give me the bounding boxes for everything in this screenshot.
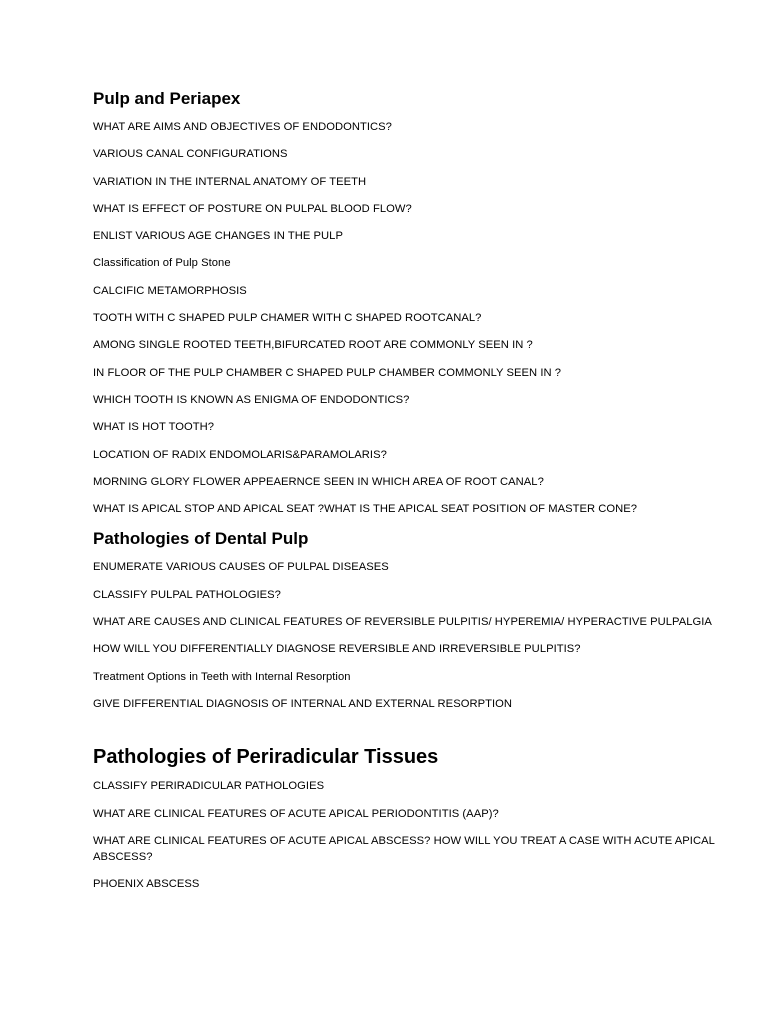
question-item: VARIATION IN THE INTERNAL ANATOMY OF TEETH bbox=[93, 175, 367, 188]
section-heading-pathologies-of-periradicular-tissues: Pathologies of Periradicular Tissues bbox=[93, 746, 439, 769]
question-item: IN FLOOR OF THE PULP CHAMBER C SHAPED PULP CHAMBER COMMONLY SEEN IN ? bbox=[93, 366, 562, 379]
question-item: HOW WILL YOU DIFFERENTIALLY DIAGNOSE REVERSIBLE AND IRREVERSIBLE PULPITIS? bbox=[93, 643, 581, 656]
question-item: TOOTH WITH C SHAPED PULP CHAMER WITH C SHAPED ROOTCANAL? bbox=[93, 312, 482, 325]
question-item: ENLIST VARIOUS AGE CHANGES IN THE PULP bbox=[93, 230, 343, 243]
question-item: WHAT IS APICAL STOP AND APICAL SEAT ?WHAT IS THE APICAL SEAT POSITION OF MASTER CONE? bbox=[93, 503, 638, 516]
question-item: Classification of Pulp Stone bbox=[93, 257, 231, 270]
question-item: AMONG SINGLE ROOTED TEETH,BIFURCATED ROOT ARE COMMONLY SEEN IN ? bbox=[93, 339, 533, 352]
question-item: WHICH TOOTH IS KNOWN AS ENIGMA OF ENDODONTICS? bbox=[93, 393, 410, 406]
question-item: WHAT IS EFFECT OF POSTURE ON PULPAL BLOOD FLOW? bbox=[93, 202, 412, 215]
question-item: WHAT ARE CLINICAL FEATURES OF ACUTE APICAL ABSCESS? HOW WILL YOU TREAT A CASE WITH ACUTE APICAL ABSCESS? bbox=[93, 834, 715, 863]
section-heading-pathologies-of-dental-pulp: Pathologies of Dental Pulp bbox=[93, 529, 309, 549]
section-spacer bbox=[93, 723, 733, 745]
section-heading-pulp-and-periapex: Pulp and Periapex bbox=[93, 89, 241, 108]
question-item: MORNING GLORY FLOWER APPEAERNCE SEEN IN WHICH AREA OF ROOT CANAL? bbox=[93, 475, 544, 488]
question-item: CLASSIFY PULPAL PATHOLOGIES? bbox=[93, 588, 281, 601]
question-item: CLASSIFY PERIRADICULAR PATHOLOGIES bbox=[93, 780, 325, 793]
question-item: VARIOUS CANAL CONFIGURATIONS bbox=[93, 148, 288, 161]
question-item: CALCIFIC METAMORPHOSIS bbox=[93, 284, 247, 297]
question-item: Treatment Options in Teeth with Internal Resorption bbox=[93, 670, 351, 683]
question-item: ENUMERATE VARIOUS CAUSES OF PULPAL DISEASES bbox=[93, 561, 389, 574]
question-item: PHOENIX ABSCESS bbox=[93, 878, 200, 891]
question-item: WHAT ARE AIMS AND OBJECTIVES OF ENDODONTICS? bbox=[93, 121, 392, 133]
question-item: GIVE DIFFERENTIAL DIAGNOSIS OF INTERNAL AND EXTERNAL RESORPTION bbox=[93, 697, 513, 710]
question-item: WHAT IS HOT TOOTH? bbox=[93, 421, 215, 434]
question-item: WHAT ARE CAUSES AND CLINICAL FEATURES OF REVERSIBLE PULPITIS/ HYPEREMIA/ HYPERACTIVE PULPALGIA bbox=[93, 616, 712, 629]
question-item: LOCATION OF RADIX ENDOMOLARIS&PARAMOLARIS? bbox=[93, 448, 387, 461]
question-item: WHAT ARE CLINICAL FEATURES OF ACUTE APICAL PERIODONTITIS (AAP)? bbox=[93, 807, 499, 820]
document-page bbox=[93, 88, 733, 903]
